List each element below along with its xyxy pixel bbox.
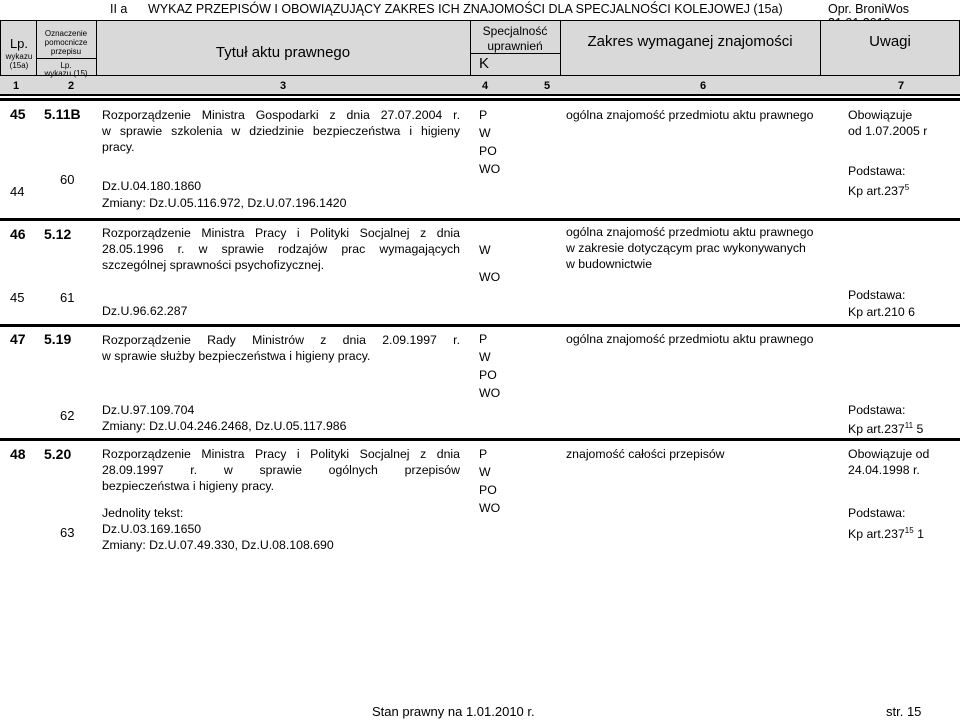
entry-note: Kp art.237$^{15}$ 1 xyxy=(848,526,924,542)
document-ref: Opr. BroniWos xyxy=(828,2,910,16)
column-number: 4 xyxy=(482,80,489,92)
ward-code: W xyxy=(479,465,491,479)
entry-ref: 61 xyxy=(60,290,75,305)
header-ozn2: pomocnicze xyxy=(44,38,88,47)
entry-code: 5.20 xyxy=(44,446,72,462)
ward-code: W xyxy=(479,126,491,140)
entry-scope: ogólna znajomość przedmiotu aktu prawnego xyxy=(566,225,814,239)
ward-code: P xyxy=(479,332,488,346)
header-ozn1: Oznaczenie xyxy=(44,29,88,38)
entry-title: Rozporządzenie Ministra Gospodarki z dnia 27.07.2004 r. w sprawie szkolenia w dziedzinie bezpieczeństwa i higieny pracy. xyxy=(102,108,460,154)
document-title-bar xyxy=(0,0,960,20)
entry-source: Dz.U.04.180.1860 xyxy=(102,179,202,193)
entry-lp: 45 xyxy=(10,106,26,122)
entry-scope: w budownictwie xyxy=(566,257,653,271)
header-spec-k: K xyxy=(478,55,489,72)
ward-code: P xyxy=(479,447,488,461)
entry-note: Podstawa: xyxy=(848,164,906,178)
entry-source: Zmiany: Dz.U.07.49.330, Dz.U.08.108.690 xyxy=(102,538,334,552)
ward-code: WO xyxy=(479,501,501,515)
entry-code: 5.12 xyxy=(44,226,72,242)
entry-note: Podstawa: xyxy=(848,288,906,302)
column-number: 7 xyxy=(898,80,905,92)
entry-ref: 62 xyxy=(60,408,75,423)
entry-note: 24.04.1998 r. xyxy=(848,463,920,477)
column-number: 2 xyxy=(68,80,75,92)
header-lp: Lp. xyxy=(9,36,29,51)
entry-title: Rozporządzenie Ministra Pracy i Polityki Socjalnej z dnia 28.05.1996 r. w sprawie rodzajów prac wymagających szczególnej sprawności psychofizycznej. xyxy=(102,226,460,272)
entry-lp: 46 xyxy=(10,226,26,242)
ward-code: WO xyxy=(479,162,501,176)
entry-source: Dz.U.03.169.1650 xyxy=(102,522,202,536)
ward-code: W xyxy=(479,350,491,364)
column-number: 1 xyxy=(13,80,20,92)
entry-scope: ogólna znajomość przedmiotu aktu prawnego xyxy=(566,108,814,122)
column-number: 3 xyxy=(280,80,287,92)
section-label: II a xyxy=(110,2,128,16)
ward-code: PO xyxy=(479,144,497,158)
entry-scope: znajomość całości przepisów xyxy=(566,447,725,461)
entry-lp: 48 xyxy=(10,446,26,462)
entry-title: Rozporządzenie Ministra Pracy i Polityki Socjalnej z dnia 28.09.1997 r. w sprawie ogólnych przepisów bezpieczeństwa i higieny pracy. xyxy=(102,447,460,493)
ward-code: WO xyxy=(479,386,501,400)
ward-code: P xyxy=(479,108,488,122)
entry-note: Obowiązuje od xyxy=(848,447,930,461)
header-ozn4: Lp. xyxy=(60,61,72,70)
ward-code: W xyxy=(479,243,491,257)
entry-scope: w zakresie dotyczącym prac wykonywanych xyxy=(566,241,806,255)
entry-note: Kp art.237$^5$ xyxy=(848,183,910,199)
entry-source: Dz.U.96.62.287 xyxy=(102,304,188,318)
entry-source: Dz.U.97.109.704 xyxy=(102,403,195,417)
ward-code: WO xyxy=(479,270,501,284)
entry-note: Podstawa: xyxy=(848,403,906,417)
entry-note: Kp art.210 6 xyxy=(848,305,915,319)
entry-lp: 47 xyxy=(10,331,26,347)
header-spec1: Specjalność xyxy=(482,24,548,38)
header-lp-sub2: (15a) xyxy=(9,61,29,70)
entry-ref: 60 xyxy=(60,172,75,187)
entry-scope: ogólna znajomość przedmiotu aktu prawnego xyxy=(566,332,814,346)
page-number: str. 15 xyxy=(886,704,922,719)
entry-note: Obowiązuje xyxy=(848,108,913,122)
header-ozn5: wykazu (15) xyxy=(44,69,88,78)
entry-title: Rozporządzenie Rady Ministrów z dnia 2.09.1997 r. w sprawie służby bezpieczeństwa i higieny pracy. xyxy=(102,333,460,363)
ward-code: PO xyxy=(479,368,497,382)
header-tytul: Tytuł aktu prawnego xyxy=(215,44,351,61)
column-number: 6 xyxy=(700,80,707,92)
entry-note: Kp art.237$^{11}$ 5 xyxy=(848,421,924,437)
entry-old-lp: 45 xyxy=(10,290,25,305)
footer-status: Stan prawny na 1.01.2010 r. xyxy=(372,704,535,719)
entry-note: od 1.07.2005 r xyxy=(848,124,928,138)
entry-note: Podstawa: xyxy=(848,506,906,520)
header-spec2: uprawnień xyxy=(487,39,543,53)
header-lp-sub1: wykazu xyxy=(5,52,33,61)
entry-code: 5.11B xyxy=(44,106,81,122)
column-number: 5 xyxy=(544,80,551,92)
ward-code: PO xyxy=(479,483,497,497)
page-title: WYKAZ PRZEPISÓW I OBOWIĄZUJĄCY ZAKRES ICH ZNAJOMOŚCI DLA SPECJALNOŚCI KOLEJOWEJ (15a) xyxy=(148,2,783,16)
header-zakres: Zakres wymaganej znajomości xyxy=(587,33,793,50)
header-ozn3: przepisu xyxy=(50,47,82,56)
entry-source: Zmiany: Dz.U.04.246.2468, Dz.U.05.117.986 xyxy=(102,419,347,433)
table-header xyxy=(0,20,960,96)
entry-old-lp: 44 xyxy=(10,184,25,199)
entry-source: Jednolity tekst: xyxy=(102,506,184,520)
header-uwagi: Uwagi xyxy=(869,33,911,50)
entry-source: Zmiany: Dz.U.05.116.972, Dz.U.07.196.1420 xyxy=(102,196,347,210)
entry-ref: 63 xyxy=(60,525,75,540)
entry-code: 5.19 xyxy=(44,331,72,347)
